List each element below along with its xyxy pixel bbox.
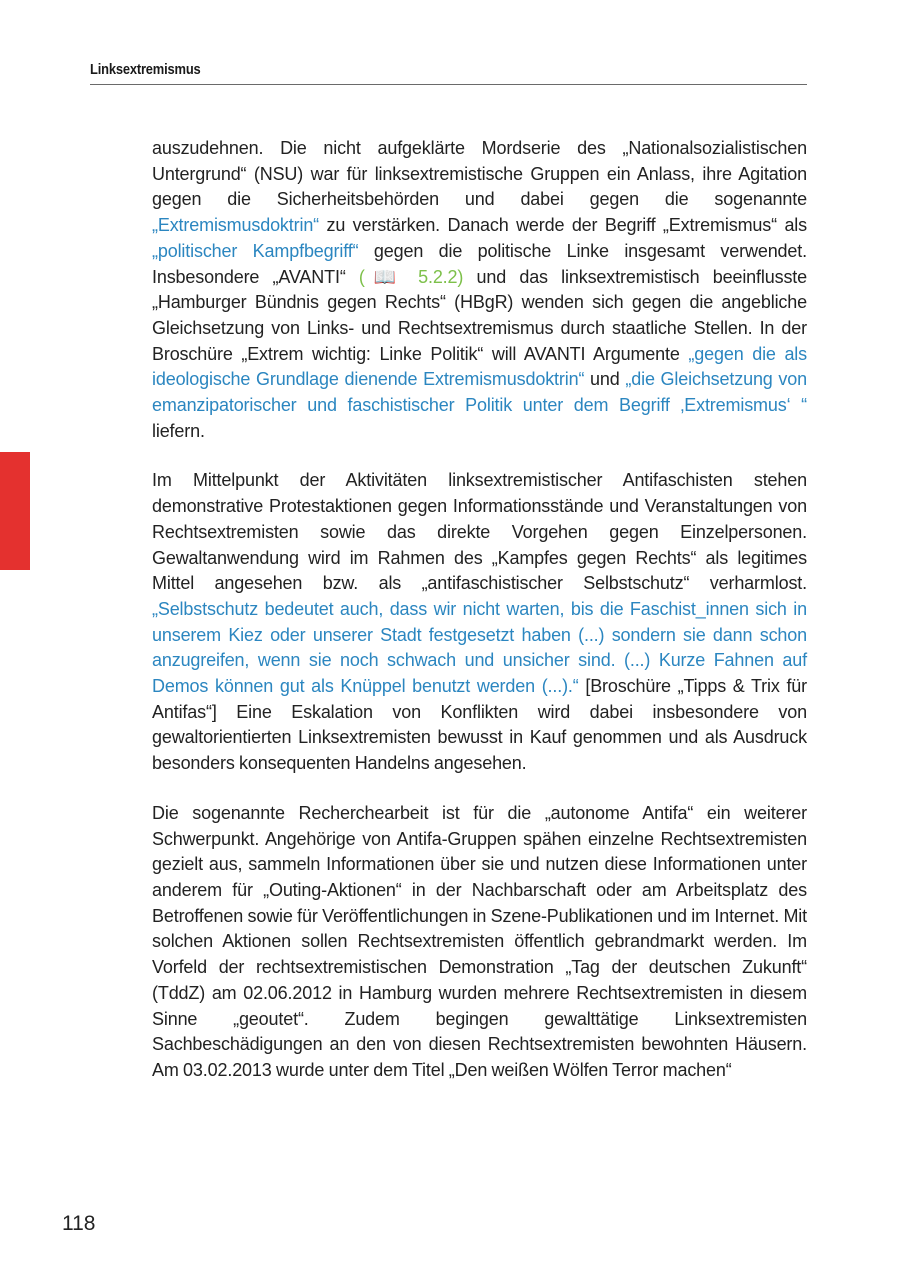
quote-segment: „Extremismusdoktrin“ bbox=[152, 215, 320, 236]
chapter-tab-marker bbox=[0, 452, 30, 570]
quote-segment: „die Gleichsetzung von emanzipatorischer und faschistischer Politik unter dem Begriff ‚Extremismus‘ “ bbox=[152, 369, 807, 416]
text-segment: [Broschüre „Tipps & Trix für Antifas“] Eine Eskalation von Konflikten wird dabei insbesondere von gewaltorientierten Linksextremisten bewusst in Kauf genommen und als Ausdruck besonders konsequenten Handelns angesehen. bbox=[152, 676, 807, 774]
text-segment: Im Mittelpunkt der Aktivitäten linksextremistischer Antifaschisten stehen demonstrative Protestaktionen gegen Informationsstände und Veranstaltungen von Rechtsextremisten sowie das direkte Vorgehen gegen Einzelpersonen. Gewaltanwendung wird im Rahmen des „Kampfes gegen Rechts“ als legitimes Mittel angesehen bzw. als „antifaschistischer Selbstschutz“ verharmlost. bbox=[152, 470, 807, 594]
quote-segment: „Selbstschutz bedeutet auch, dass wir nicht warten, bis die Faschist_innen sich in unserem Kiez oder unserer Stadt festgesetzt haben (...) sondern sie dann schon anzugreifen, wenn sie noch schwach und unsicher sind. (...) Kurze Fahnen auf Demos können gut als Knüppel benutzt werden (...).“ bbox=[152, 598, 807, 697]
text-segment: und das linksextremistisch beeinflusste „Hamburger Bündnis gegen Rechts“ (HBgR) wenden sich gegen die angebliche Gleichsetzung von Links- und Rechtsextremismus durch staatliche Stellen. In der Broschüre „Extrem wichtig: Linke Politik“ will AVANTI Argumente bbox=[152, 266, 808, 364]
text-segment: Die sogenannte Recherchearbeit ist für die „autonome Antifa“ ein weiterer Schwerpunkt. Angehörige von Antifa-Gruppen spähen einzelne Rechtsextremisten gezielt aus, sammeln Informationen über sie und nutzen diese Informationen unter anderem für „Outing-Aktionen“ in der Nachbarschaft oder am Arbeitsplatz des Betroffenen sowie für Veröffentlichungen in Szene-Publikationen und im Internet. Mit solchen Aktionen sollen Rechtsextremisten öffentlich gebrandmarkt werden. Im Vorfeld der rechtsextremistischen Demonstration „Tag der deutschen Zukunft“ (TddZ) am 02.06.2012 in Hamburg wurden mehrere Rechtsextremisten in diesem Sinne „geoutet“. Zudem begingen gewalttätige Linksextremisten Sachbeschädigungen an den von diesen Rechtsextremisten bewohnten Häusern. Am 03.02.2013 wurde unter dem Titel „Den weißen Wölfen Terror machen“ bbox=[152, 802, 807, 1080]
quote-segment: „politischer Kampfbegriff“ bbox=[152, 240, 359, 261]
text-segment: gegen die politische Linke insgesamt verwendet. Insbesondere „AVANTI“ bbox=[152, 240, 807, 287]
running-header-title: Linksextremismus bbox=[90, 61, 201, 78]
paragraph-2 bbox=[152, 468, 807, 776]
book-icon: 📖 bbox=[364, 266, 405, 287]
text-segment: liefern. bbox=[152, 420, 205, 441]
text-segment: zu verstärken. Danach werde der Begriff „Extremismus“ als bbox=[319, 215, 807, 236]
quote-segment: „gegen die als ideologische Grundlage dienende Extremismusdoktrin“ bbox=[152, 343, 808, 390]
page-number: 118 bbox=[62, 1212, 96, 1235]
paragraph-1 bbox=[152, 136, 807, 444]
text-segment: auszudehnen. Die nicht aufgeklärte Mordserie des „Nationalsozialistischen Untergrund“ (NSU) war für linksextremistische Gruppen ein Anlass, ihre Agitation gegen die Sicherheitsbehörden und dabei gegen die sogenannte bbox=[152, 138, 807, 210]
body-text bbox=[152, 136, 807, 1108]
header-divider bbox=[90, 84, 807, 85]
cross-reference-link[interactable]: (📖 5.2.2) bbox=[358, 266, 464, 287]
text-segment: und bbox=[584, 369, 626, 390]
paragraph-3 bbox=[152, 801, 807, 1084]
